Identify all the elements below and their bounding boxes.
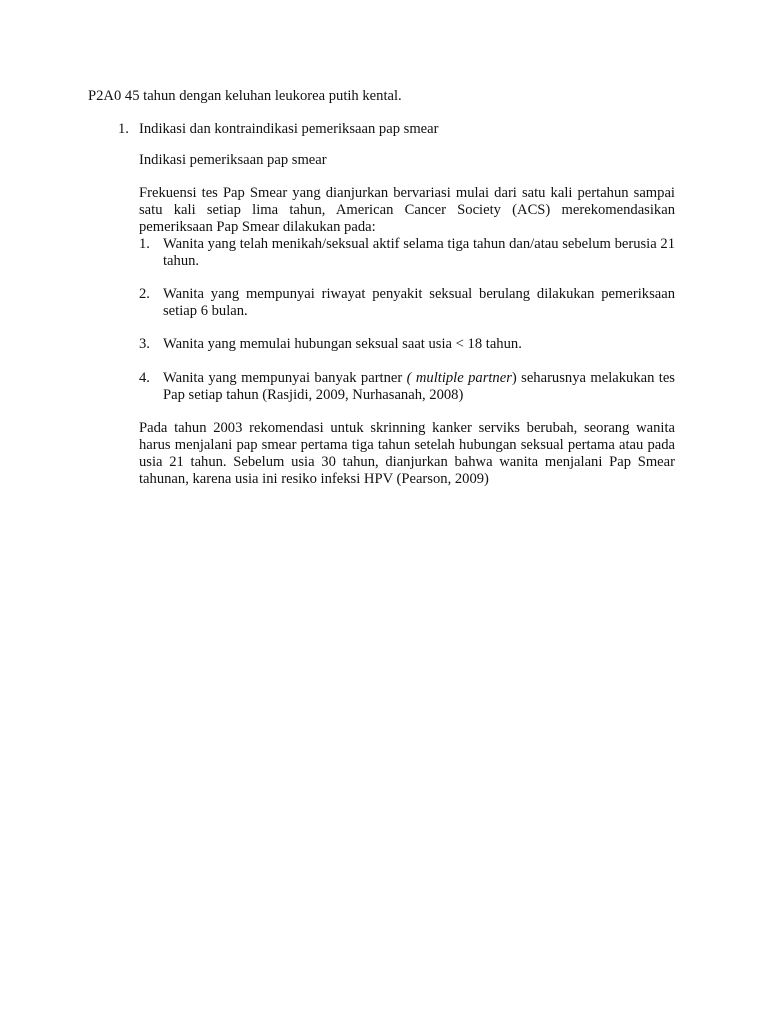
list-item-text-end: ) seharusnya melakukan tes Pap setiap tahun (Rasjidi, 2009, Nurhasanah, 2008): [163, 370, 675, 403]
paragraph-frequency: Frekuensi tes Pap Smear yang dianjurkan bervariasi mulai dari satu kali pertahun sampai satu kali setiap lima tahun, American Cancer Society (ACS) merekomendasikan pemeriksaan Pap Smear dilakukan pada:: [139, 185, 675, 235]
section-number: 1.: [118, 121, 129, 137]
case-description: P2A0 45 tahun dengan keluhan leukorea putih kental.: [88, 88, 402, 104]
list-item-text: Wanita yang mempunyai riwayat penyakit seksual berulang dilakukan pemeriksaan setiap 6 bulan.: [163, 286, 675, 319]
list-item-text-start: Wanita yang mempunyai banyak partner: [163, 370, 407, 386]
list-item-number: 2.: [139, 286, 150, 302]
list-item-number: 3.: [139, 336, 150, 352]
list-item: [139, 236, 675, 270]
list-item-text: [163, 370, 675, 404]
subsection-title: Indikasi pemeriksaan pap smear: [139, 152, 327, 168]
list-item-number: 1.: [139, 236, 150, 252]
paragraph-recommendation: Pada tahun 2003 rekomendasi untuk skrinning kanker serviks berubah, seorang wanita harus menjalani pap smear pertama tiga tahun setelah hubungan seksual pertama atau pada usia 21 tahun. Sebelum usia 30 tahun, dianjurkan bahwa wanita menjalani Pap Smear tahunan, karena usia ini resiko infeksi HPV (Pearson, 2009): [139, 420, 675, 487]
list-item: [139, 370, 675, 404]
list-item-number: 4.: [139, 370, 150, 386]
list-item-text-italic: ( multiple partner: [406, 370, 512, 386]
list-item: [139, 336, 675, 353]
list-item: [139, 286, 675, 320]
section-title: Indikasi dan kontraindikasi pemeriksaan pap smear: [139, 121, 439, 137]
list-item-text: Wanita yang memulai hubungan seksual saat usia < 18 tahun.: [163, 336, 522, 352]
list-item-text: Wanita yang telah menikah/seksual aktif selama tiga tahun dan/atau sebelum berusia 21 tahun.: [163, 236, 675, 269]
